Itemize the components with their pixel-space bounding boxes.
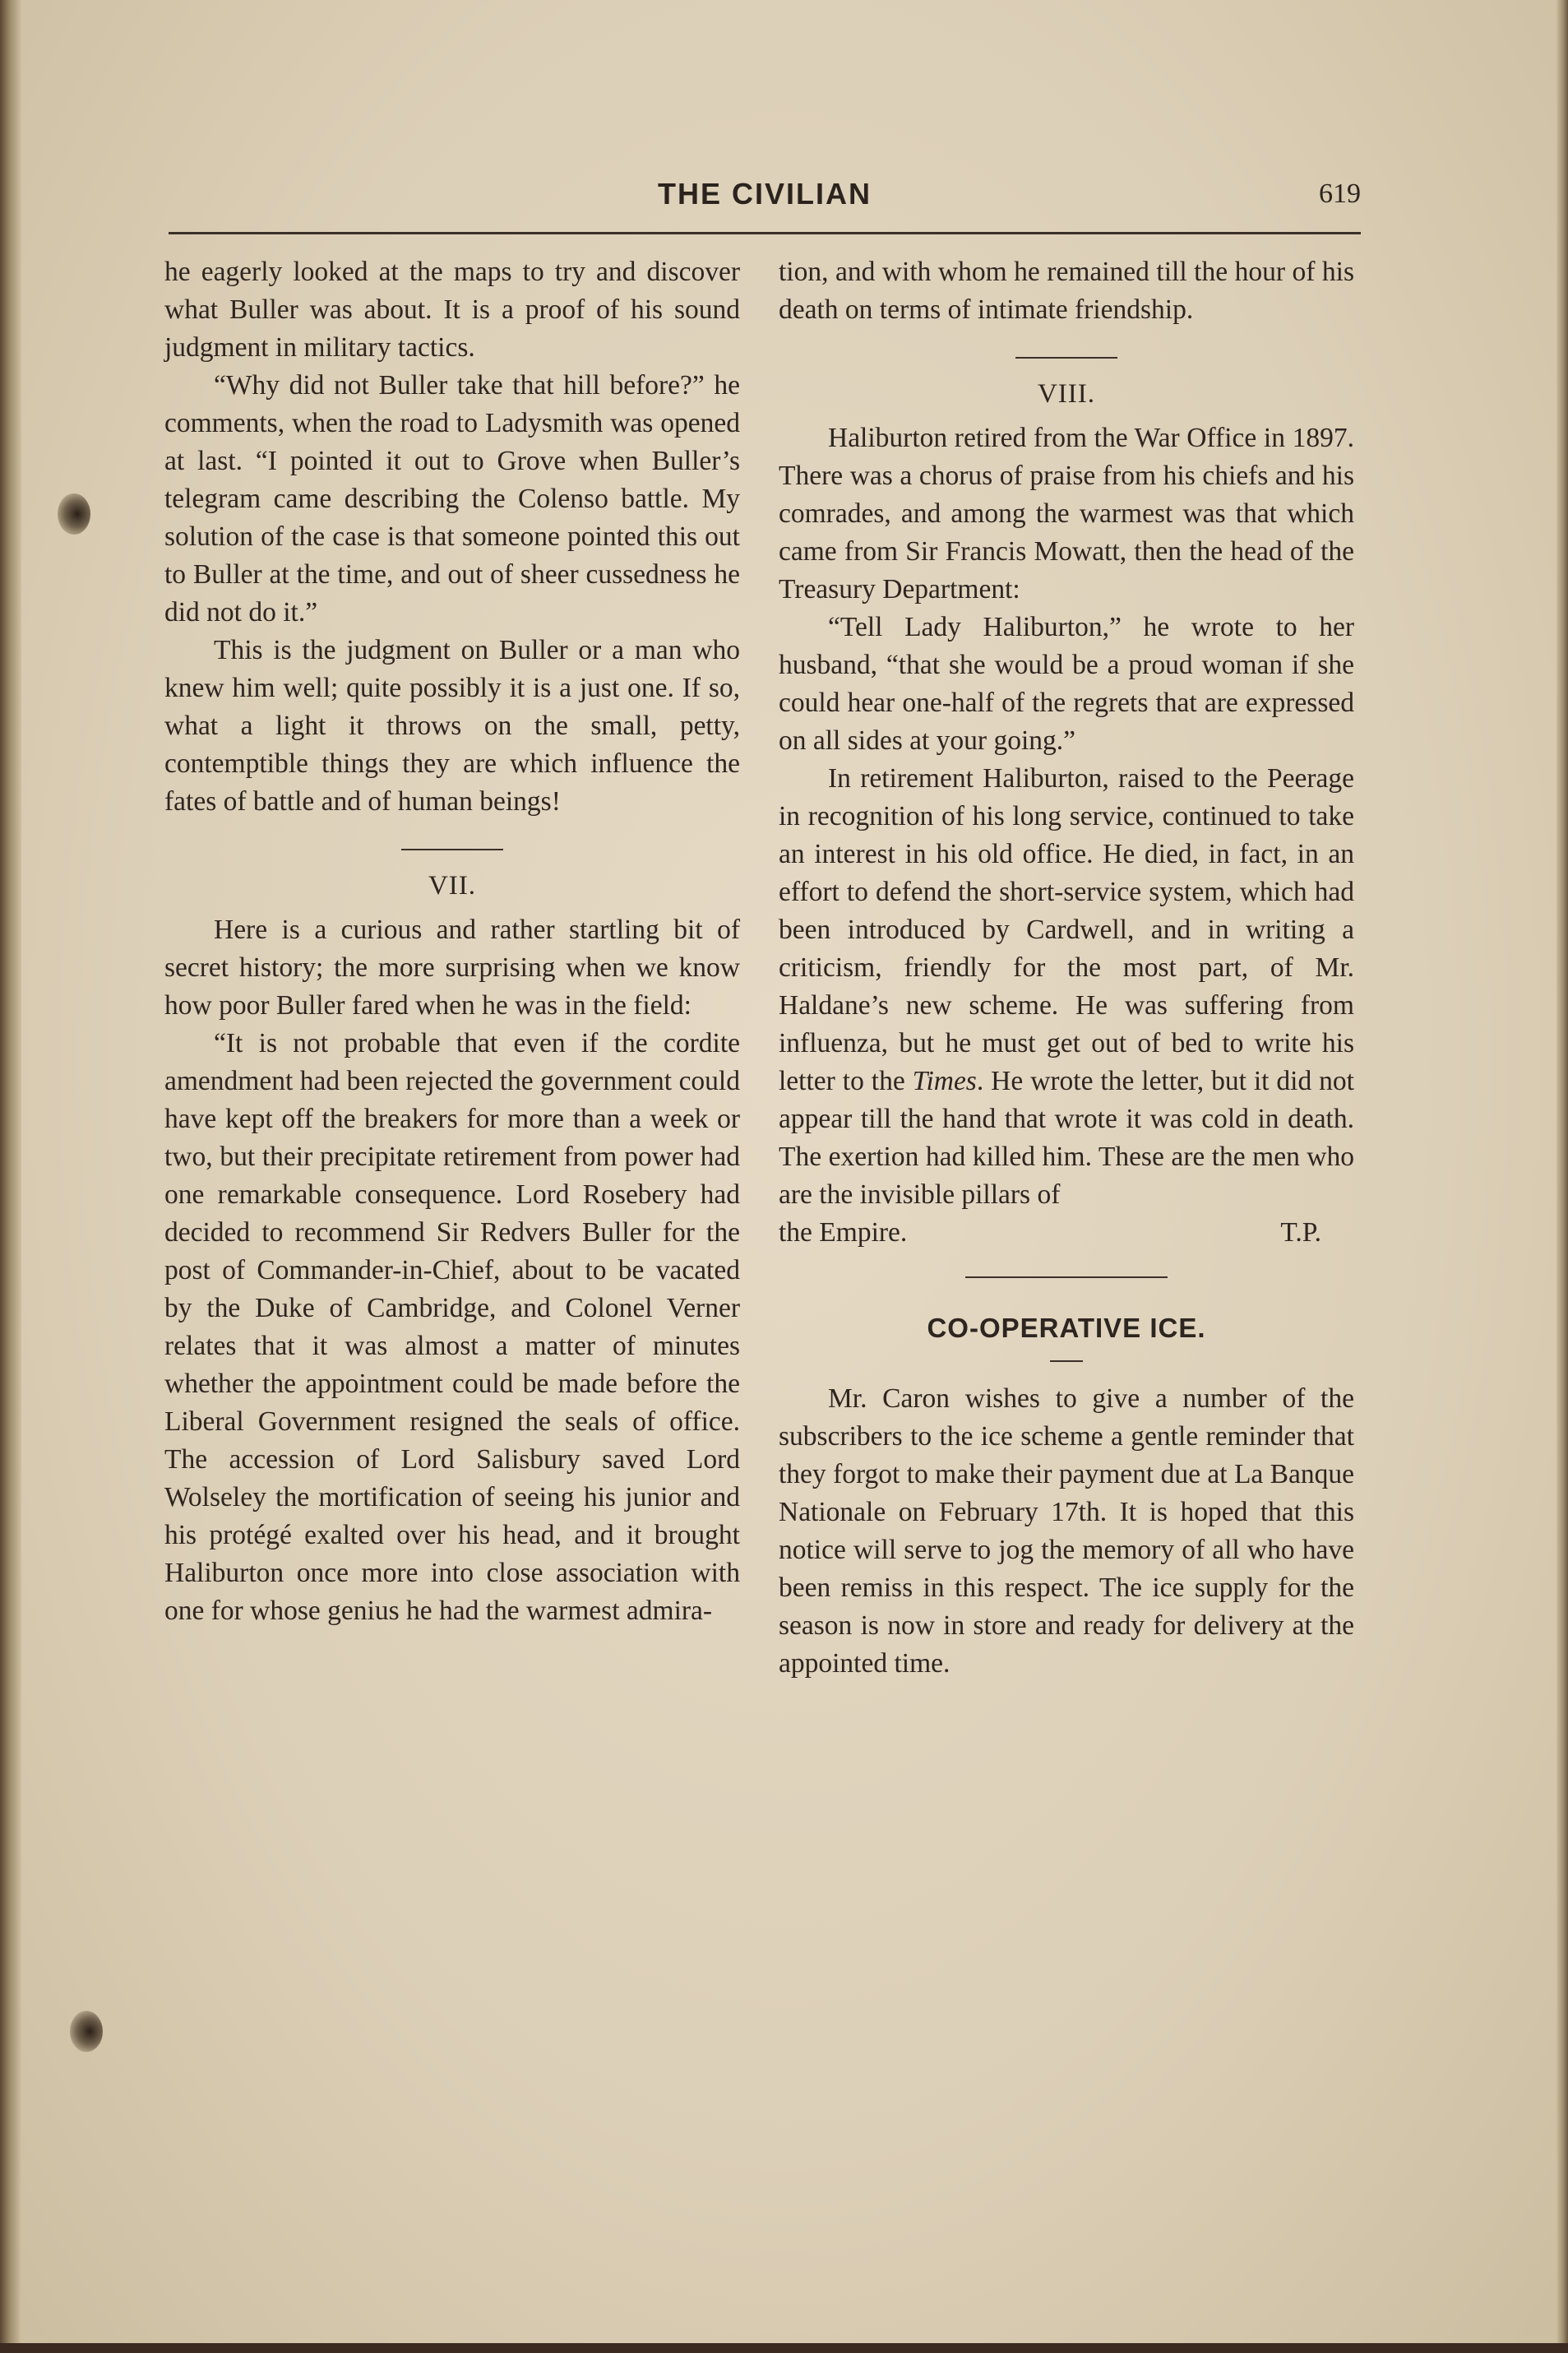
- left-column: [164, 253, 740, 1630]
- paragraph: “Why did not Buller take that hill before?” he comments, when the road to Ladysmith was opened at last. “I pointed it out to Grove when Buller’s telegram came describing the Colenso battle. My solution of the case is that someone pointed this out to Buller at the time, and out of sheer cussedness he did not do it.”: [164, 370, 740, 628]
- paragraph: “Tell Lady Haliburton,” he wrote to her husband, “that she would be a proud woman if she could hear one-half of the regrets that are expressed on all sides at your going.”: [779, 612, 1354, 756]
- title-dash: [1050, 1360, 1083, 1362]
- header-rule: [169, 232, 1361, 234]
- paragraph: Mr. Caron wishes to give a number of the subscribers to the ice scheme a gentle reminder that they forgot to make their payment due at La Banque Nationale on February 17th. It is hoped that this notice will serve to jog the memory of all who have been remiss in this respect. The ice supply for the season is now in store and ready for delivery at the appointed time.: [779, 1383, 1354, 1679]
- article-divider: [965, 1276, 1168, 1278]
- running-header: [169, 177, 1361, 226]
- closing-line: [779, 1214, 1354, 1252]
- paragraph: Haliburton retired from the War Office in 1897. There was a chorus of praise from his chiefs and his comrades, and among the warmest was that which came from Sir Francis Mowatt, then the head of the Treasury Department:: [779, 423, 1354, 604]
- author-signature: T.P.: [1280, 1217, 1321, 1248]
- section-heading: VIII.: [1037, 379, 1096, 409]
- paragraph-text: In retirement Haliburton, raised to the Peerage in recognition of his long service, continued to take an interest in his old office. He died, in fact, in an effort to defend the short-service system, which had been introduced by Cardwell, and in writing a criticism, friendly for the most part, of Mr. Haldane’s new scheme. He was suffering from influenza, but he must get out of bed to write his letter to the: [779, 763, 1354, 1096]
- closing-text: the Empire.: [779, 1217, 908, 1248]
- binding-hole-top: [58, 493, 90, 535]
- page-number: 619: [1319, 178, 1361, 209]
- paragraph: “It is not probable that even if the cordite amendment had been rejected the government could have kept off the breakers for more than a week or two, but their precipitate retirement from power had one remarkable consequence. Lord Rosebery had decided to recommend Sir Redvers Buller for the post of Commander-in-Chief, about to be vacated by the Duke of Cambridge, and Colonel Verner relates that it was almost a matter of minutes whether the appointment could be made before the Liberal Government resigned the seals of office. The accession of Lord Salisbury saved Lord Wolseley the mortification of seeing his junior and his protégé exalted over his head, and it brought Haliburton once more into close association with one for whose genius he had the warmest admira-: [164, 1028, 740, 1626]
- section-divider: [1015, 357, 1117, 359]
- newspaper-title: Times: [912, 1066, 977, 1096]
- right-column: [779, 253, 1354, 1683]
- journal-title: THE CIVILIAN: [657, 177, 872, 211]
- paragraph: tion, and with whom he remained till the hour of his death on terms of intimate friendship.: [779, 257, 1354, 325]
- paragraph: he eagerly looked at the maps to try and discover what Buller was about. It is a proof of his sound judgment in military tactics.: [164, 257, 740, 363]
- section-divider: [401, 849, 503, 850]
- paragraph: Here is a curious and rather startling bit of secret history; the more surprising when we know how poor Buller fared when he was in the field:: [164, 915, 740, 1021]
- paragraph-text: . He wrote the letter, but it did not appear till the hand that wrote it was cold in death. The exertion had killed him. These are the men who are the invisible pillars of: [779, 1066, 1354, 1210]
- binding-hole-bottom: [70, 2011, 103, 2052]
- section-heading: VII.: [428, 871, 477, 901]
- paragraph: [779, 760, 1354, 1214]
- page-bottom-edge: [0, 2343, 1568, 2353]
- paragraph: This is the judgment on Buller or a man who knew him well; quite possibly it is a just one. If so, what a light it throws on the small, petty, contemptible things they are which influence the fates of battle and of human beings!: [164, 635, 740, 817]
- article-title: CO-OPERATIVE ICE.: [927, 1313, 1206, 1343]
- page-right-edge: [1556, 0, 1568, 2353]
- page-binding-edge: [0, 0, 21, 2353]
